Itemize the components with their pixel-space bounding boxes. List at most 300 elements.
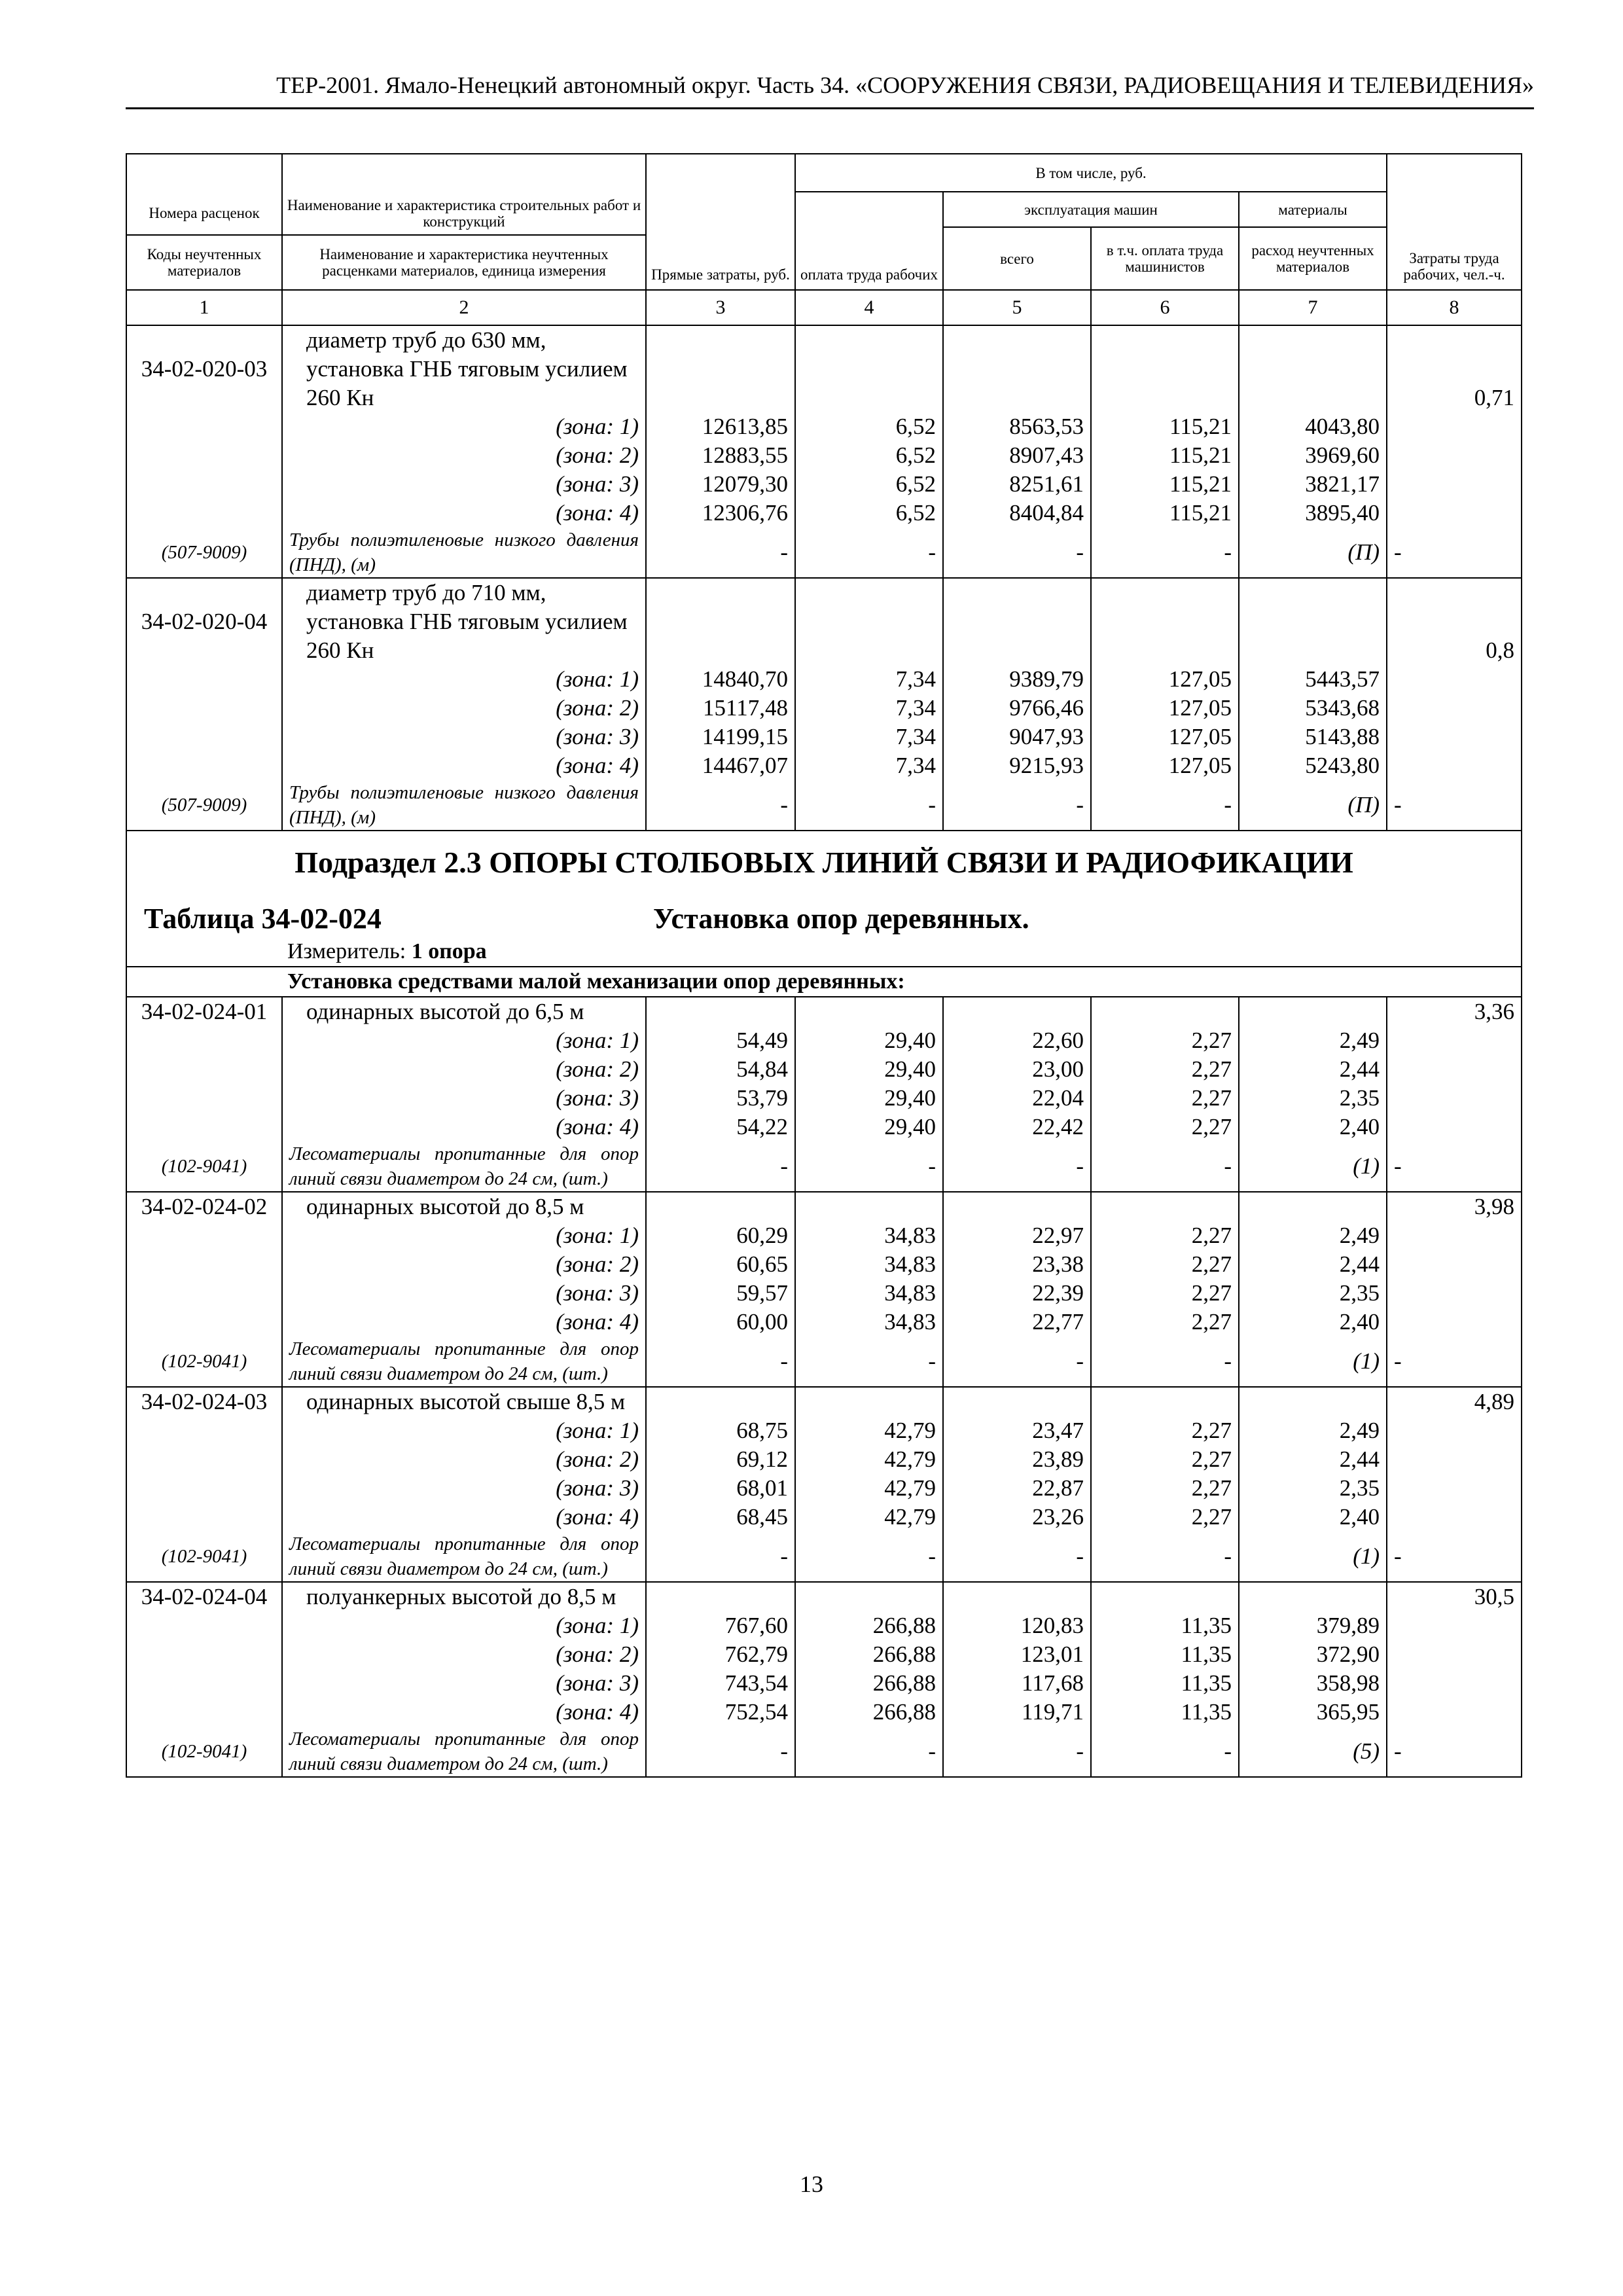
material-row [126,1141,1522,1192]
zone-value: 2,27 [1091,1084,1239,1113]
zone-value: 9047,93 [943,723,1091,751]
material-code: (102-9041) [126,1141,282,1192]
zone-value: 2,27 [1091,1221,1239,1250]
zone-label: (зона: 4) [282,751,646,780]
dash-cell: - [795,780,943,831]
zone-value: 69,12 [646,1445,795,1474]
empty-cell [126,1221,282,1250]
zone-value: 266,88 [795,1698,943,1727]
zone-row [126,1279,1522,1308]
dash-cell: - [1387,1727,1522,1777]
material-row [126,1727,1522,1777]
zone-value: 127,05 [1091,751,1239,780]
zone-value: 22,04 [943,1084,1091,1113]
zone-value: 5343,68 [1239,694,1387,723]
zone-row [126,694,1522,723]
empty-cell [126,665,282,694]
empty-cell [1387,694,1522,723]
zone-label: (зона: 3) [282,1279,646,1308]
empty-cell [795,997,943,1026]
zone-value: 29,40 [795,1084,943,1113]
zone-row [126,1640,1522,1669]
zone-row [126,412,1522,441]
empty-cell [1387,1503,1522,1532]
zone-value: 379,89 [1239,1611,1387,1640]
zone-value: 42,79 [795,1445,943,1474]
rate-row [126,1192,1522,1221]
empty-cell [126,1503,282,1532]
dash-cell: - [646,1336,795,1387]
zone-value: 23,89 [943,1445,1091,1474]
dash-cell: - [795,1141,943,1192]
material-qty: (1) [1239,1141,1387,1192]
col-number: 5 [943,290,1091,325]
zone-value: 4043,80 [1239,412,1387,441]
zone-value: 2,27 [1091,1416,1239,1445]
material-code: (102-9041) [126,1532,282,1582]
dash-cell: - [1387,1532,1522,1582]
zone-label: (зона: 3) [282,1474,646,1503]
empty-cell [126,1250,282,1279]
rate-row [126,1582,1522,1611]
empty-cell [795,325,943,412]
material-qty: (П) [1239,780,1387,831]
rate-code: 34-02-024-01 [126,997,282,1026]
empty-cell [126,1445,282,1474]
empty-cell [1387,1611,1522,1640]
zone-row [126,1221,1522,1250]
empty-cell [646,997,795,1026]
zone-value: 11,35 [1091,1669,1239,1698]
dash-cell: - [1091,528,1239,578]
zone-label: (зона: 1) [282,1416,646,1445]
zone-label: (зона: 2) [282,694,646,723]
zone-value: 8404,84 [943,499,1091,528]
zone-label: (зона: 3) [282,723,646,751]
rate-name: диаметр труб до 710 мм, установка ГНБ тяговым усилием 260 Кн [282,578,646,665]
zone-value: 29,40 [795,1055,943,1084]
zone-row [126,1250,1522,1279]
empty-cell [126,1474,282,1503]
empty-cell [126,1279,282,1308]
zone-value: 2,44 [1239,1055,1387,1084]
empty-cell [126,1640,282,1669]
zone-row [126,1445,1522,1474]
empty-cell [126,723,282,751]
zone-label: (зона: 1) [282,1026,646,1055]
rate-name: полуанкерных высотой до 8,5 м [282,1582,646,1611]
material-name: Трубы полиэтиленовые низкого давления (ПНД), (м) [282,780,646,831]
zone-row [126,1416,1522,1445]
price-table [126,153,1522,1778]
empty-cell [943,1582,1091,1611]
zone-value: 8251,61 [943,470,1091,499]
zone-value: 12079,30 [646,470,795,499]
zone-value: 120,83 [943,1611,1091,1640]
rate-name: одинарных высотой до 8,5 м [282,1192,646,1221]
zone-value: 5243,80 [1239,751,1387,780]
zone-row [126,1026,1522,1055]
labor-hours: 4,89 [1387,1387,1522,1416]
zone-value: 6,52 [795,470,943,499]
zone-row [126,1669,1522,1698]
zone-value: 2,27 [1091,1503,1239,1532]
incl-header: В том числе, руб. [795,154,1387,192]
empty-cell [646,1192,795,1221]
table-number: Таблица 34-02-024 [144,903,382,935]
zone-value: 743,54 [646,1669,795,1698]
zone-value: 23,00 [943,1055,1091,1084]
material-row [126,780,1522,831]
zone-value: 68,45 [646,1503,795,1532]
dash-cell: - [943,1336,1091,1387]
zone-value: 29,40 [795,1026,943,1055]
zone-value: 2,35 [1239,1084,1387,1113]
subsection-title: Подраздел 2.3 ОПОРЫ СТОЛБОВЫХ ЛИНИЙ СВЯЗИ И РАДИОФИКАЦИИ [126,831,1522,894]
empty-cell [1387,1026,1522,1055]
dash-cell: - [943,1532,1091,1582]
material-row [126,1336,1522,1387]
col-material-codes-header: Коды неучтенных материалов [126,235,282,290]
dash-cell: - [795,1532,943,1582]
zone-value: 23,38 [943,1250,1091,1279]
empty-cell [126,470,282,499]
zone-value: 6,52 [795,499,943,528]
zone-value: 2,27 [1091,1474,1239,1503]
material-name: Лесоматериалы пропитанные для опор линий связи диаметром до 24 см, (шт.) [282,1532,646,1582]
zone-label: (зона: 4) [282,1308,646,1336]
zone-value: 8907,43 [943,441,1091,470]
dash-cell: - [1091,1141,1239,1192]
empty-cell [1091,997,1239,1026]
zone-value: 2,27 [1091,1445,1239,1474]
dash-cell: - [795,1727,943,1777]
col-materials-use-header: расход неучтенных материалов [1239,227,1387,290]
zone-value: 11,35 [1091,1611,1239,1640]
table-header [126,154,1522,290]
zone-value: 2,27 [1091,1308,1239,1336]
zone-label: (зона: 4) [282,499,646,528]
zone-value: 22,77 [943,1308,1091,1336]
col-number: 6 [1091,290,1239,325]
col-machines-total-header: всего [943,227,1091,290]
dash-cell: - [646,1141,795,1192]
empty-cell [1387,665,1522,694]
zone-value: 34,83 [795,1308,943,1336]
empty-cell [126,1669,282,1698]
zone-value: 14840,70 [646,665,795,694]
col-wages-header: оплата труда рабочих [795,192,943,290]
dash-cell: - [943,1727,1091,1777]
zone-value: 60,65 [646,1250,795,1279]
empty-cell [1091,1582,1239,1611]
material-row [126,1532,1522,1582]
zone-value: 2,27 [1091,1026,1239,1055]
zone-value: 2,49 [1239,1026,1387,1055]
zone-row [126,1503,1522,1532]
zone-value: 3969,60 [1239,441,1387,470]
zone-row [126,499,1522,528]
machines-header: эксплуатация машин [943,192,1239,227]
running-header: ТЕР-2001. Ямало-Ненецкий автономный округ. Часть 34. «СООРУЖЕНИЯ СВЯЗИ, РАДИОВЕЩАНИЯ И ТЕЛЕВИДЕНИЯ» [126,68,1534,109]
zone-value: 15117,48 [646,694,795,723]
col-rate-number-header: Номера расценок [126,192,282,235]
empty-cell [1091,325,1239,412]
group-title: Установка средствами малой механизации опор деревянных: [126,967,1522,997]
empty-cell [126,1055,282,1084]
labor-hours: 30,5 [1387,1582,1522,1611]
empty-cell [126,1698,282,1727]
zone-value: 59,57 [646,1279,795,1308]
col-number: 7 [1239,290,1387,325]
zone-value: 115,21 [1091,412,1239,441]
zone-value: 2,27 [1091,1279,1239,1308]
material-name: Трубы полиэтиленовые низкого давления (ПНД), (м) [282,528,646,578]
rate-row [126,997,1522,1026]
zone-value: 6,52 [795,441,943,470]
empty-cell [1387,1250,1522,1279]
zone-row [126,723,1522,751]
zone-row [126,1113,1522,1141]
empty-cell [126,441,282,470]
labor-hours: 0,71 [1387,325,1522,412]
dash-cell: - [646,1532,795,1582]
rate-code: 34-02-020-04 [126,578,282,665]
zone-value: 266,88 [795,1611,943,1640]
empty-cell [646,1387,795,1416]
zone-value: 115,21 [1091,470,1239,499]
zone-label: (зона: 2) [282,1055,646,1084]
col-number: 3 [646,290,795,325]
column-numbers [126,290,1522,325]
empty-cell [646,578,795,665]
empty-cell [126,1308,282,1336]
material-name: Лесоматериалы пропитанные для опор линий связи диаметром до 24 см, (шт.) [282,1727,646,1777]
zone-label: (зона: 3) [282,1669,646,1698]
empty-cell [126,499,282,528]
zone-value: 2,40 [1239,1113,1387,1141]
zone-label: (зона: 2) [282,1250,646,1279]
zone-row [126,1474,1522,1503]
zone-label: (зона: 4) [282,1503,646,1532]
col-number: 2 [282,290,646,325]
zone-value: 11,35 [1091,1698,1239,1727]
zone-value: 42,79 [795,1474,943,1503]
material-name: Лесоматериалы пропитанные для опор линий связи диаметром до 24 см, (шт.) [282,1336,646,1387]
zone-value: 22,42 [943,1113,1091,1141]
rate-row [126,1387,1522,1416]
zone-value: 3895,40 [1239,499,1387,528]
zone-value: 2,49 [1239,1416,1387,1445]
zone-row [126,1698,1522,1727]
empty-cell [1387,1640,1522,1669]
col-work-name-header: Наименование и характеристика строительных работ и конструкций [282,192,646,235]
empty-cell [1387,1445,1522,1474]
empty-cell [943,1387,1091,1416]
zone-value: 23,26 [943,1503,1091,1532]
zone-value: 127,05 [1091,665,1239,694]
zone-value: 7,34 [795,751,943,780]
zone-value: 2,27 [1091,1113,1239,1141]
zone-row [126,665,1522,694]
zone-value: 8563,53 [943,412,1091,441]
empty-cell [1387,1084,1522,1113]
zone-value: 68,01 [646,1474,795,1503]
zone-row [126,751,1522,780]
dash-cell: - [1091,1727,1239,1777]
zone-value: 34,83 [795,1221,943,1250]
empty-cell [1239,997,1387,1026]
zone-row [126,441,1522,470]
zone-value: 2,27 [1091,1055,1239,1084]
zone-value: 14199,15 [646,723,795,751]
rate-code: 34-02-024-02 [126,1192,282,1221]
col-labor-hours-header: Затраты труда рабочих, чел.-ч. [1387,154,1522,290]
zone-value: 14467,07 [646,751,795,780]
zone-value: 54,22 [646,1113,795,1141]
dash-cell: - [795,1336,943,1387]
empty-cell [1091,578,1239,665]
rate-code: 34-02-024-04 [126,1582,282,1611]
empty-cell [1239,1192,1387,1221]
empty-cell [1387,441,1522,470]
empty-cell [1387,1474,1522,1503]
empty-cell [126,751,282,780]
zone-label: (зона: 1) [282,412,646,441]
col-material-names-header: Наименование и характеристика неучтенных расценками материалов, единица измерения [282,235,646,290]
price-table-container [126,153,1521,1778]
dash-cell: - [943,1141,1091,1192]
zone-value: 7,34 [795,694,943,723]
rate-code: 34-02-020-03 [126,325,282,412]
empty-cell [1387,1279,1522,1308]
empty-cell [126,694,282,723]
dash-cell: - [1387,1336,1522,1387]
empty-cell [943,997,1091,1026]
zone-value: 2,49 [1239,1221,1387,1250]
rates-group-a [126,325,1522,831]
dash-cell: - [795,528,943,578]
rate-row [126,578,1522,665]
table-title: Установка опор деревянных. [653,903,1029,935]
zone-value: 372,90 [1239,1640,1387,1669]
empty-cell [126,1113,282,1141]
col-machinist-wages-header: в т.ч. оплата труда машинистов [1091,227,1239,290]
empty-cell [1239,1387,1387,1416]
empty-cell [1091,1192,1239,1221]
empty-cell [943,1192,1091,1221]
zone-label: (зона: 1) [282,665,646,694]
material-code: (102-9041) [126,1727,282,1777]
zone-label: (зона: 1) [282,1611,646,1640]
zone-value: 23,47 [943,1416,1091,1445]
zone-value: 12883,55 [646,441,795,470]
empty-cell [1387,1416,1522,1445]
col-number: 1 [126,290,282,325]
empty-cell [943,325,1091,412]
zone-value: 54,84 [646,1055,795,1084]
empty-cell [1387,412,1522,441]
zone-value: 752,54 [646,1698,795,1727]
empty-cell [646,1582,795,1611]
zone-value: 29,40 [795,1113,943,1141]
zone-value: 2,35 [1239,1279,1387,1308]
zone-value: 2,40 [1239,1503,1387,1532]
empty-cell [943,578,1091,665]
zone-label: (зона: 1) [282,1221,646,1250]
material-qty: (П) [1239,528,1387,578]
zone-value: 127,05 [1091,694,1239,723]
zone-row [126,470,1522,499]
rates-group-b [126,997,1522,1777]
zone-value: 127,05 [1091,723,1239,751]
empty-cell [126,412,282,441]
empty-cell [1387,1698,1522,1727]
zone-value: 7,34 [795,723,943,751]
zone-value: 115,21 [1091,499,1239,528]
materials-header: материалы [1239,192,1387,227]
zone-value: 5143,88 [1239,723,1387,751]
empty-cell [1239,1582,1387,1611]
zone-label: (зона: 2) [282,1640,646,1669]
empty-cell [1091,1387,1239,1416]
material-code: (507-9009) [126,780,282,831]
zone-label: (зона: 2) [282,1445,646,1474]
zone-value: 9766,46 [943,694,1091,723]
zone-value: 5443,57 [1239,665,1387,694]
zone-value: 9389,79 [943,665,1091,694]
labor-hours: 0,8 [1387,578,1522,665]
zone-value: 42,79 [795,1503,943,1532]
zone-row [126,1055,1522,1084]
labor-hours: 3,36 [1387,997,1522,1026]
empty-cell [1387,1055,1522,1084]
empty-cell [795,578,943,665]
zone-value: 117,68 [943,1669,1091,1698]
material-row [126,528,1522,578]
dash-cell: - [646,780,795,831]
zone-value: 266,88 [795,1669,943,1698]
zone-value: 68,75 [646,1416,795,1445]
col-direct-cost-header: Прямые затраты, руб. [646,154,795,290]
rate-row [126,325,1522,412]
empty-cell [126,1026,282,1055]
empty-cell [795,1582,943,1611]
empty-cell [1387,1308,1522,1336]
material-code: (507-9009) [126,528,282,578]
material-code: (102-9041) [126,1336,282,1387]
zone-value: 42,79 [795,1416,943,1445]
zone-value: 123,01 [943,1640,1091,1669]
measure-value: 1 опора [411,939,487,963]
empty-cell [1387,1669,1522,1698]
zone-value: 22,97 [943,1221,1091,1250]
empty-cell [1239,325,1387,412]
material-qty: (1) [1239,1336,1387,1387]
zone-value: 2,27 [1091,1250,1239,1279]
zone-value: 767,60 [646,1611,795,1640]
material-qty: (1) [1239,1532,1387,1582]
zone-row [126,1084,1522,1113]
zone-value: 3821,17 [1239,470,1387,499]
empty-cell [1387,723,1522,751]
rate-code: 34-02-024-03 [126,1387,282,1416]
labor-hours: 3,98 [1387,1192,1522,1221]
material-name: Лесоматериалы пропитанные для опор линий связи диаметром до 24 см, (шт.) [282,1141,646,1192]
empty-cell [1387,499,1522,528]
empty-cell [1239,578,1387,665]
dash-cell: - [1387,780,1522,831]
